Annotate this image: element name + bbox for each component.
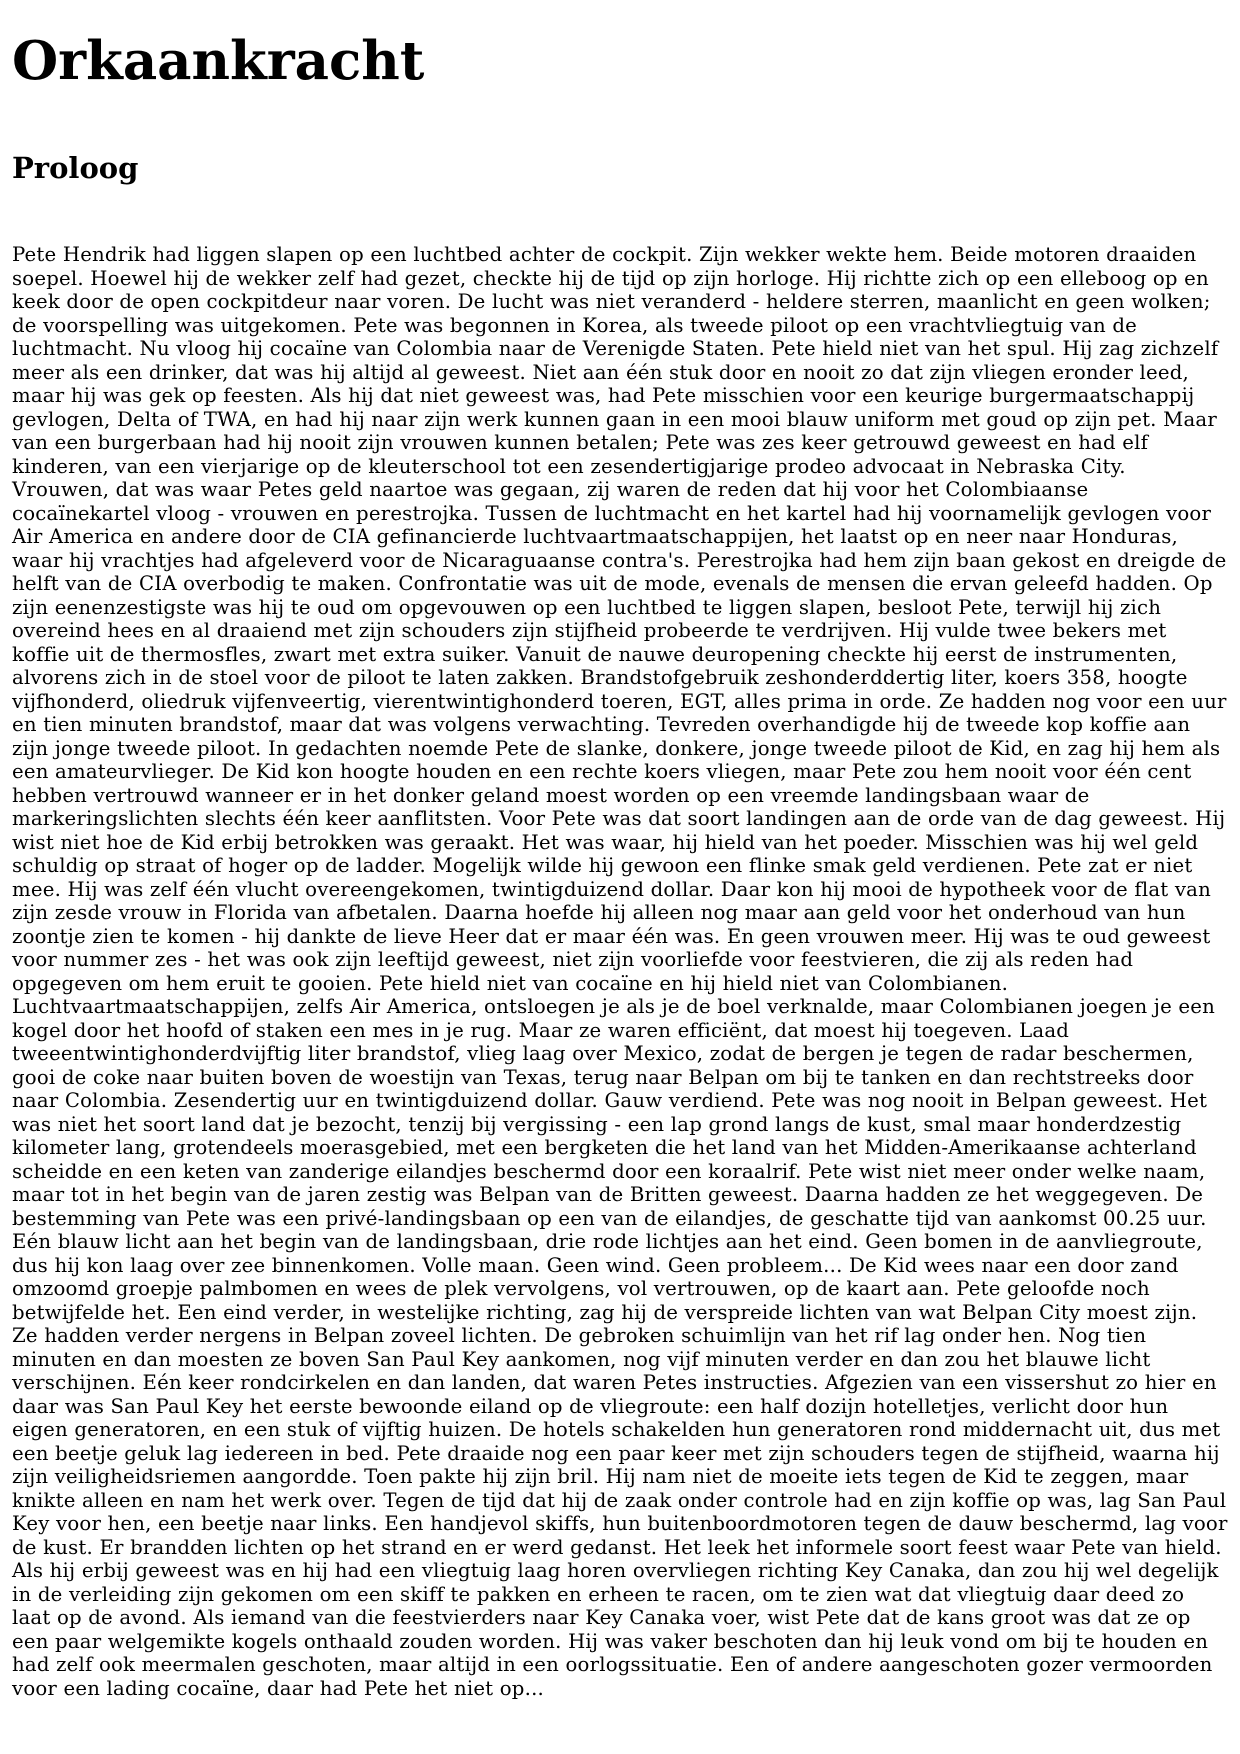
book-title: Orkaankracht: [12, 30, 425, 92]
body-paragraph: Pete Hendrik had liggen slapen op een luchtbed achter de cockpit. Zijn wekker wekte hem. Beide motoren draaiden soepel. Hoewel hij de wekker zelf had gezet, checkte hij de tijd op zijn horloge. Hij richtte zich op een elleboog op en keek door de open cockpitdeur naar voren. De lucht was niet veranderd - heldere sterren, maanlicht en geen wolken; de voorspelling was uitgekomen. Pete was begonnen in Korea, als tweede piloot op een vrachtvliegtuig van de luchtmacht. Nu vloog hij cocaïne van Colombia naar de Verenigde Staten. Pete hield niet van het spul. Hij zag zichzelf meer als een drinker, dat was hij altijd al geweest. Niet aan één stuk door en nooit zo dat zijn vliegen eronder leed, maar hij was gek op feesten. Als hij dat niet geweest was, had Pete misschien voor een keurige burgermaatschappij gevlogen, Delta of TWA, en had hij naar zijn werk kunnen gaan in een mooi blauw uniform met goud op zijn pet. Maar van een burgerbaan had hij nooit zijn vrouwen kunnen betalen; Pete was zes keer getrouwd geweest en had elf kinderen, van een vierjarige op de kleuterschool tot een zesendertigjarige prodeo advocaat in Nebraska City. Vrouwen, dat was waar Petes geld naartoe was gegaan, zij waren de reden dat hij voor het Colombiaanse cocaïnekartel vloog - vrouwen en perestrojka. Tussen de luchtmacht en het kartel had hij voornamelijk gevlogen voor Air America en andere door de CIA gefinancierde luchtvaartmaatschappijen, het laatst op en neer naar Honduras, waar hij vrachtjes had afgeleverd voor de Nicaraguaanse contra's. Perestrojka had hem zijn baan gekost en dreigde de helft van de CIA overbodig te maken. Confrontatie was uit de mode, evenals de mensen die ervan geleefd hadden. Op zijn eenenzestigste was hij te oud om opgevouwen op een luchtbed te liggen slapen, besloot Pete, terwijl hij zich overeind hees en al draaiend met zijn schouders zijn stijfheid probeerde te verdrijven. Hij vulde twee bekers met koffie uit de thermosfles, zwart met extra suiker. Vanuit de nauwe deuropening checkte hij eerst de instrumenten, alvorens zich in de stoel voor de piloot te laten zakken. Brandstofgebruik zeshonderddertig liter, koers 358, hoogte vijfhonderd, oliedruk vijfenveertig, vierentwintighonderd toeren, EGT, alles prima in orde. Ze hadden nog voor een uur en tien minuten brandstof, maar dat was volgens verwachting. Tevreden overhandigde hij de tweede kop koffie aan zijn jonge tweede piloot. In gedachten noemde Pete de slanke, donkere, jonge tweede piloot de Kid, en zag hij hem als een amateurvlieger. De Kid kon hoogte houden en een rechte koers vliegen, maar Pete zou hem nooit voor één cent hebben vertrouwd wanneer er in het donker geland moest worden op een vreemde landingsbaan waar de markeringslichten slechts één keer aanflitsten. Voor Pete was dat soort landingen aan de orde van de dag geweest. Hij wist niet hoe de Kid erbij betrokken was geraakt. Het was waar, hij hield van het poeder. Misschien was hij wel geld schuldig op straat of hoger op de ladder. Mogelijk wilde hij gewoon een flinke smak geld verdienen. Pete zat er niet mee. Hij was zelf één vlucht overeengekomen, twintigduizend dollar. Daar kon hij mooi de hypotheek voor de flat van zijn zesde vrouw in Florida van afbetalen. Daarna hoefde hij alleen nog maar aan geld voor het onderhoud van hun zoontje zien te komen - hij dankte de lieve Heer dat er maar één was. En geen vrouwen meer. Hij was te oud geweest voor nummer zes - het was ook zijn leeftijd geweest, niet zijn voorliefde voor feestvieren, die zij als reden had opgegeven om hem eruit te gooien. Pete hield niet van cocaïne en hij hield niet van Colombianen. Luchtvaartmaatschappijen, zelfs Air America, ontsloegen je als je de boel verknalde, maar Colombianen joegen je een kogel door het hoofd of staken een mes in je rug. Maar ze waren efficiënt, dat moest hij toegeven. Laad tweeentwintighonderdvijftig liter brandstof, vlieg laag over Mexico, zodat de bergen je tegen de radar beschermen, gooi de coke naar buiten boven de woestijn van Texas, terug naar Belpan om bij te tanken en dan rechtstreeks door naar Colombia. Zesendertig uur en twintigduizend dollar. Gauw verdiend. Pete was nog nooit in Belpan geweest. Het was niet het soort land dat je bezocht, tenzij bij vergissing - een lap grond langs de kust, smal maar honderdzestig kilometer lang, grotendeels moerasgebied, met een bergketen die het land van het Midden-Amerikaanse achterland scheidde en een keten van zanderige eilandjes beschermd door een koraalrif. Pete wist niet meer onder welke naam, maar tot in het begin van de jaren zestig was Belpan van de Britten geweest. Daarna hadden ze het weggegeven. De bestemming van Pete was een privé-landingsbaan op een van de eilandjes, de geschatte tijd van aankomst 00.25 uur. Eén blauw licht aan het begin van de landingsbaan, drie rode lichtjes aan het eind. Geen bomen in de aanvliegroute, dus hij kon laag over zee binnenkomen. Volle maan. Geen wind. Geen probleem... De Kid wees naar een door zand omzoomd groepje palmbomen en wees de plek vervolgens, vol vertrouwen, op de kaart aan. Pete geloofde noch betwijfelde het. Een eind verder, in westelijke richting, zag hij de verspreide lichten van wat Belpan City moest zijn. Ze hadden verder nergens in Belpan zoveel lichten. De gebroken schuimlijn van het rif lag onder hen. Nog tien minuten en dan moesten ze boven San Paul Key aankomen, nog vijf minuten verder en dan zou het blauwe licht verschijnen. Eén keer rondcirkelen en dan landen, dat waren Petes instructies. Afgezien van een vissershut zo hier en daar was San Paul Key het eerste bewoonde eiland op de vliegroute: een half dozijn hotelletjes, verlicht door hun eigen generatoren, en een stuk of vijftig huizen. De hotels schakelden hun generatoren rond middernacht uit, dus met een beetje geluk lag iedereen in bed. Pete draaide nog een paar keer met zijn schouders tegen de stijfheid, waarna hij zijn veiligheidsriemen aangordde. Toen pakte hij zijn bril. Hij nam niet de moeite iets tegen de Kid te zeggen, maar knikte alleen en nam het werk over. Tegen de tijd dat hij de zaak onder controle had en zijn koffie op was, lag San Paul Key voor hen, een beetje naar links. Een handjevol skiffs, hun buitenboordmotoren tegen de dauw beschermd, lag voor de kust. Er brandden lichten op het strand en er werd gedanst. Het leek het informele soort feest waar Pete van hield. Als hij erbij geweest was en hij had een vliegtuig laag horen overvliegen richting Key Canaka, dan zou hij wel degelijk in de verleiding zijn gekomen om een skiff te pakken en erheen te racen, om te zien wat dat vliegtuig daar deed zo laat op de avond. Als iemand van die feestvierders naar Key Canaka voer, wist Pete dat de kans groot was dat ze op een paar welgemikte kogels onthaald zouden worden. Hij was vaker beschoten dan hij leuk vond om bij te houden en had zelf ook meermalen geschoten, maar altijd in een oorlogssituatie. Een of andere aangeschoten gozer vermoorden voor een lading cocaïne, daar had Pete het niet op...: [12, 243, 1228, 1700]
chapter-heading: Proloog: [12, 151, 139, 185]
